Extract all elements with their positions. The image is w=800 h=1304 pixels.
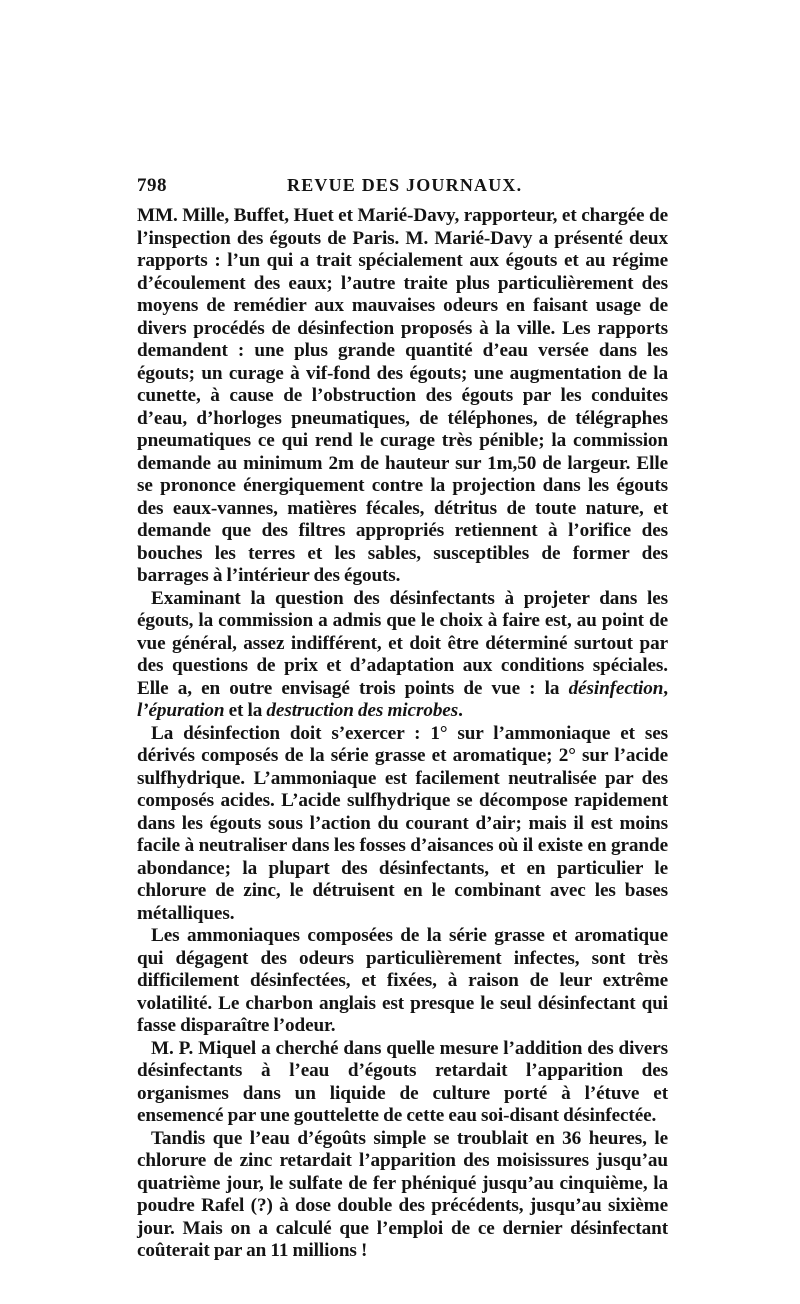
page-number: 798	[137, 175, 167, 196]
running-head	[137, 175, 667, 201]
italic-term-destruction-microbes: destruction des microbes	[266, 700, 459, 721]
paragraph-commission-members: MM. Mille, Buffet, Huet et Marié-Davy, rapporteur, et chargée de l’inspection des égouts de Paris. M. Marié-Davy a présenté deux rapports : l’un qui a trait spécialement aux égouts et au régime d’écoulement des eaux; l’autre traite plus particulièrement des moyens de remédier aux mauvaises odeurs en faisant usage de divers procédés de désinfection proposés à la ville. Les rapports demandent : une plus grande quantité d’eau versée dans les égouts; un curage à vif-fond des égouts; une augmentation de la cunette, à cause de l’obstruction des égouts par les conduites d’eau, d’horloges pneumatiques, de téléphones, de télégraphes pneumatiques ce qui rend le curage très pénible; la commission demande au minimum 2m de hauteur sur 1m,50 de largeur. Elle se prononce énergiquement contre la projection dans les égouts des eaux-vannes, matières fécales, détritus de toute nature, et demande que des filtres appropriés retiennent à l’orifice des bouches les terres et les sables, susceptibles de former des barrages à l’intérieur des égouts.	[137, 205, 668, 586]
paragraph-end: .	[458, 700, 463, 721]
paragraph-text: Examinant la question des désinfectants à projeter dans les égouts, la commission a admis que le choix à faire est, au point de vue général, assez indifférent, et doit être déterminé surtout par des questions de prix et d’adaptation aux conditions spéciales. Elle a, en outre envisagé trois points de vue : la	[137, 587, 668, 699]
paragraph-disinfection-targets: La désinfection doit s’exercer : 1° sur l’ammoniaque et ses dérivés composés de la série grasse et aromatique; 2° sur l’acide sulfhydrique. L’ammoniaque est facilement neutralisée par des composés acides. L’acide sulfhydrique se décompose rapidement dans les égouts sous l’action du courant d’air; mais il est moins facile à neutraliser dans les fosses d’aisances où il existe en grande abondance; la plupart des désinfectants, et en particulier le chlorure de zinc, le détruisent en le combinant avec les bases métalliques.	[137, 722, 668, 924]
separator: ,	[663, 677, 668, 699]
paragraph-disinfectants-question	[137, 588, 668, 723]
paragraph-ammoniacs: Les ammoniaques composées de la série grasse et aromatique qui dégagent des odeurs particulièrement infectes, sont très difficilement désinfectées, et fixées, à raison de leur extrême volatilité. Le charbon anglais est presque le seul désinfectant qui fasse disparaître l’odeur.	[137, 925, 668, 1036]
body-text	[137, 205, 668, 1263]
italic-term-desinfection: désinfection	[568, 677, 664, 699]
separator: et la	[224, 700, 267, 721]
italic-term-epuration: l’épuration	[137, 700, 225, 721]
paragraph-miquel-experiment: M. P. Miquel a cherché dans quelle mesure l’addition des divers désinfectants à l’eau d’égouts retardait l’apparition des organismes dans un liquide de culture porté à l’étuve et ensemencé par une gouttelette de cette eau soi-disant désinfectée.	[137, 1037, 668, 1126]
running-title: REVUE DES JOURNAUX.	[287, 175, 523, 195]
paragraph-results: Tandis que l’eau d’égoûts simple se troublait en 36 heures, le chlorure de zinc retardait l’apparition des moisissures jusqu’au quatrième jour, le sulfate de fer phéniqué jusqu’au cinquième, la poudre Rafel (?) à dose double des précédents, jusqu’au sixième jour. Mais on a calculé que l’emploi de ce dernier désinfectant coûterait par an 11 millions !	[137, 1127, 668, 1261]
